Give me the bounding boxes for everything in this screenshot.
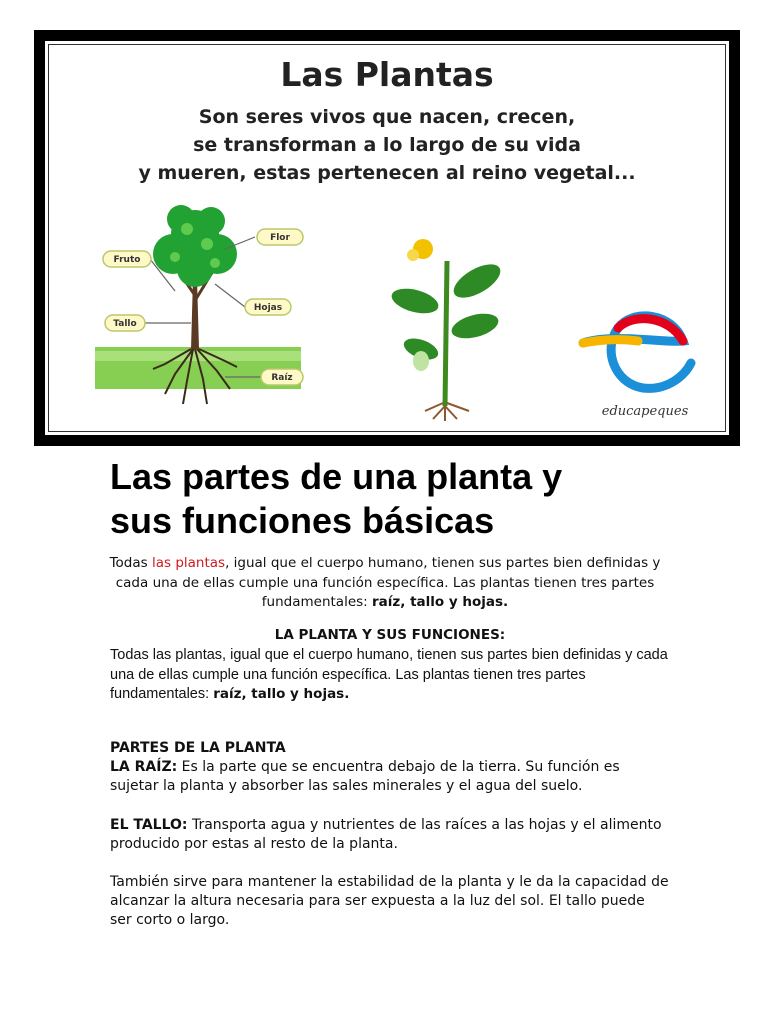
intro-bold: raíz, tallo y hojas.	[372, 594, 509, 610]
banner-subtitle-line: Son seres vivos que nacen, crecen,	[198, 106, 576, 128]
banner-title: Las Plantas	[280, 55, 494, 94]
tallo-text: Transporta agua y nutrientes de las raíces a las hojas y el alimento producido por estas al resto de la planta.	[110, 817, 662, 852]
intro-pre: Todas	[109, 555, 152, 571]
intro-post: , igual que el cuerpo humano, tienen sus partes bien definidas y cada una de ellas cumple una función específica. Las plantas tienen tres partes fundamentales:	[115, 555, 661, 610]
label-flor: Flor	[270, 233, 290, 243]
banner-subtitle	[45, 103, 729, 187]
canopy	[153, 205, 237, 287]
seedling-illustration	[385, 221, 515, 421]
banner-subtitle-line: y mueren, estas pertenecen al reino vegetal...	[138, 162, 636, 184]
tambien-block: También sirve para mantener la estabilidad de la planta y le da la capacidad de alcanzar la altura necesaria para ser expuesta a la luz del sol. El tallo puede ser corto o largo.	[110, 874, 669, 928]
banner-panel	[43, 39, 731, 437]
las-plantas-link[interactable]: las plantas	[151, 555, 226, 571]
section-text: Todas las plantas, igual que el cuerpo humano, tienen sus partes bien definidas y cada una de ellas cumple una función específica. Las plantas tienen tres partes fundamentales:	[110, 647, 668, 702]
tallo-block	[110, 816, 670, 854]
intro-paragraph	[105, 554, 665, 613]
label-fruto: Fruto	[113, 255, 141, 265]
parts-block	[110, 739, 670, 796]
section-bold: raíz, tallo y hojas.	[213, 686, 350, 702]
banner-image	[34, 30, 740, 446]
tallo-label: EL TALLO:	[110, 817, 188, 833]
raiz-text: Es la parte que se encuentra debajo de la tierra. Su función es sujetar la planta y absorber las sales minerales y el agua del suelo.	[110, 759, 620, 794]
label-raiz: Raíz	[271, 373, 293, 383]
parts-title: PARTES DE LA PLANTA	[110, 740, 286, 756]
page-title	[110, 455, 670, 543]
banner-subtitle-line: se transforman a lo largo de su vida	[193, 134, 581, 156]
section-title: LA PLANTA Y SUS FUNCIONES:	[274, 627, 506, 643]
tree-diagram	[95, 199, 355, 429]
label-hojas: Hojas	[253, 303, 283, 313]
label-tallo: Tallo	[113, 319, 137, 329]
raiz-label: LA RAÍZ:	[110, 759, 178, 775]
educapeques-logo-icon	[573, 303, 713, 423]
section-paragraph	[110, 646, 670, 705]
page-title-line: Las partes de una planta y	[110, 456, 563, 497]
logo-text: educapeques	[601, 404, 689, 419]
page-title-line: sus funciones básicas	[110, 500, 495, 541]
